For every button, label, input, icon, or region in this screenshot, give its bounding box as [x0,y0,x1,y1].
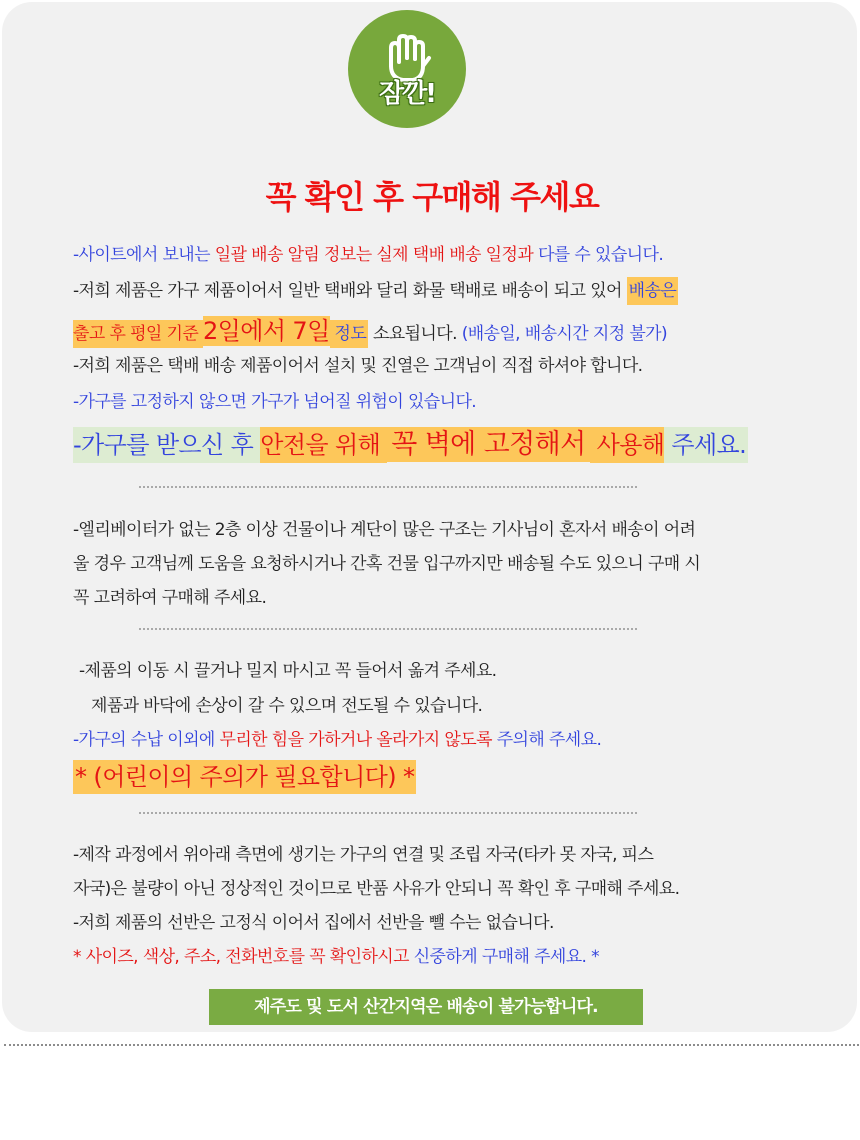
notice-card [2,2,857,1032]
notice-line: -저희 제품의 선반은 고정식 이어서 집에서 선반을 뺄 수는 없습니다. [73,913,554,933]
raised-hand-icon [379,32,435,84]
notice-line: 꼭 고려하여 구매해 주세요. [73,588,267,608]
notice-line: -엘리베이터가 없는 2층 이상 건물이나 계단이 많은 구조는 기사님이 혼자서 배송이 어려 [73,520,696,540]
text-segment: * 사이즈, 색상, 주소, 전화번호를 꼭 확인하시고 [73,947,414,967]
highlight-text: 꼭 벽에 고정해서 [387,427,589,462]
text-segment: -가구를 받으신 후 [73,427,260,463]
notice-line: -가구를 고정하지 않으면 가구가 넘어질 위험이 있습니다. [73,392,477,412]
highlight-text: 정도 [330,320,368,348]
text-segment: (배송일, 배송시간 지정 불가) [461,324,668,344]
notice-line: -저희 제품은 택배 배송 제품이어서 설치 및 진열은 고객님이 직접 하셔야 합니다. [73,356,643,376]
highlight-text: 배송은 [627,277,678,305]
text-segment: -사이트에서 보내는 [73,245,215,265]
page-title: 꼭 확인 후 구매해 주세요 [265,178,599,216]
text-segment: 소요됩니다. [368,324,462,344]
notice-line [73,942,599,967]
text-segment: 주세요. [664,427,748,463]
text-segment: 무리한 힘을 가하거나 올라가지 않도록 [219,730,492,750]
text-segment: 다를 수 있습니다. [533,245,664,265]
stop-badge-text: 잠깐! [378,79,436,109]
notice-line: 제품과 바닥에 손상이 갈 수 있으며 전도될 수 있습니다. [91,696,483,716]
highlight-text: 안전을 위해 [260,427,387,463]
highlight-text: 출고 후 평일 기준 [73,320,203,348]
notice-line [73,240,663,265]
notice-line: 울 경우 고객님께 도움을 요청하시거나 간혹 건물 입구까지만 배송될 수도 있으니 구매 시 [73,554,701,574]
text-segment: 신중하게 구매해 주세요. * [413,947,600,967]
notice-line [73,311,667,346]
notice-line: 자국)은 불량이 아닌 정상적인 것이므로 반품 사유가 안되니 꼭 확인 후 구매해 주세요. [73,879,680,899]
stop-badge [348,10,466,128]
highlight-text: 2일에서 7일 [202,317,330,345]
notice-line: -제작 과정에서 위아래 측면에 생기는 가구의 연결 및 조립 자국(타카 못 자국, 피스 [73,845,654,865]
notice-line [73,757,416,792]
text-segment: 일괄 배송 알림 정보는 실제 택배 배송 일정과 [214,245,534,265]
highlight-text: * (어린이의 주의가 필요합니다) * [73,760,416,794]
delivery-restriction-banner: 제주도 및 도서 산간지역은 배송이 불가능합니다. [209,989,643,1025]
dotted-divider [139,628,637,630]
dotted-divider [139,486,637,488]
dotted-divider [139,812,637,814]
text-segment: -저희 제품은 가구 제품이어서 일반 택배와 달리 화물 택배로 배송이 되고 있어 [73,281,627,301]
page-bottom-divider [4,1044,859,1046]
notice-line: -제품의 이동 시 끌거나 밀지 마시고 꼭 들어서 옮겨 주세요. [79,661,497,681]
notice-line [73,422,748,461]
text-segment: 주의해 주세요. [491,730,602,750]
notice-line [73,276,678,301]
highlight-text: 사용해 [590,427,665,463]
notice-line [73,725,601,750]
text-segment: -가구의 수납 이외에 [73,730,220,750]
